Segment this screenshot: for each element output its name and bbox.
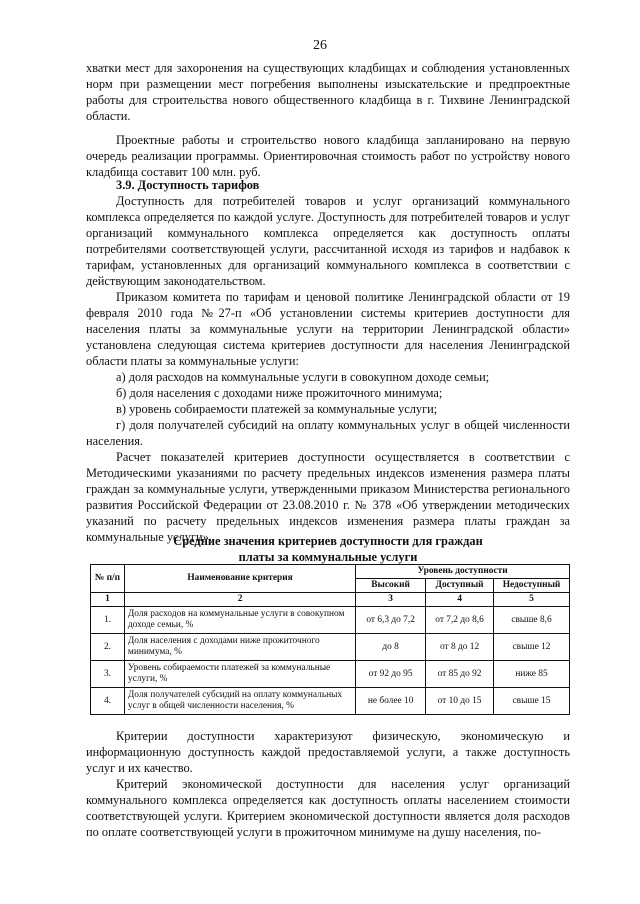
row-high: до 8	[356, 634, 426, 661]
header-level: Уровень доступности	[356, 565, 570, 579]
header-high: Высокий	[356, 579, 426, 593]
row-num: 2.	[91, 634, 125, 661]
list-item: в) уровень собираемости платежей за коммунальные услуги;	[116, 402, 438, 416]
paragraph: Проектные работы и строительство нового кладбища запланировано на первую очередь реализации программы. Ориентировочная стоимость работ по устройству нового кладбища составит 100 млн. руб.	[86, 133, 570, 179]
col-number: 2	[124, 593, 355, 607]
table-row	[91, 634, 570, 661]
row-unavailable: свыше 12	[494, 634, 570, 661]
paragraph: Критерии доступности характеризуют физическую, экономическую и информационную доступность каждой предоставляемой услуги, а также доступность услуг и их качество.	[86, 729, 570, 775]
row-high: не более 10	[356, 688, 426, 715]
top-text-block	[86, 60, 570, 180]
criteria-table	[90, 564, 570, 715]
table-title-line: платы за коммунальные услуги	[238, 550, 418, 564]
table-row	[91, 607, 570, 634]
row-num: 1.	[91, 607, 125, 634]
row-available: от 7,2 до 8,6	[426, 607, 494, 634]
row-available: от 10 до 15	[426, 688, 494, 715]
paragraph: Критерий экономической доступности для населения услуг организаций коммунального комплекса определяется как доступность оплаты населением стоимости соответствующей услуги. Критерием экономической доступности является доля расходов по оплате соответствующей услуги в прожиточном минимуме на душу населения, по-	[86, 777, 570, 839]
col-number: 1	[91, 593, 125, 607]
header-num: № п/п	[91, 565, 125, 593]
bottom-text-block	[86, 728, 570, 840]
header-name: Наименование критерия	[124, 565, 355, 593]
table-row	[91, 688, 570, 715]
paragraph: Приказом комитета по тарифам и ценовой политике Ленинградской области от 19 февраля 2010 года №27-п «Об установлении системы критериев доступности для населения платы за коммунальные услуги на территории Ленинградской области» установлена следующая система критериев доступности для населения Ленинградской области платы за коммунальные услуги:	[86, 290, 570, 368]
row-num: 4.	[91, 688, 125, 715]
row-num: 3.	[91, 661, 125, 688]
list-item: б) доля населения с доходами ниже прожиточного минимума;	[116, 386, 443, 400]
section-block	[86, 177, 570, 545]
paragraph: Расчет показателей критериев доступности осуществляется в соответствии с Методическими указаниями по расчету предельных индексов изменения размера платы граждан за коммунальные услуги, утвержденными приказом Министерства регионального развития Российской Федерации от 23.08.2010 г. № 378 «Об утверждении методических указаний по расчету предельных индексов изменения размера платы граждан за коммунальные услуги».	[86, 450, 570, 544]
paragraph: Доступность для потребителей товаров и услуг организаций коммунального комплекса определяется по каждой услуге. Доступность для потребителей товаров и услуг организаций коммунального комплекса определяется как доступность оплаты потребителями соответствующей услуги, рассчитанной исходя из тарифов и надбавок к тарифам, установленных для организаций коммунального комплекса в соответствии с действующим законодательством.	[86, 194, 570, 288]
table-title-line: Средние значения критериев доступности для граждан	[173, 534, 483, 548]
header-unavailable: Недоступный	[494, 579, 570, 593]
col-number: 3	[356, 593, 426, 607]
row-name: Уровень собираемости платежей за коммунальные услуги, %	[124, 661, 355, 688]
row-unavailable: свыше 8,6	[494, 607, 570, 634]
row-name: Доля населения с доходами ниже прожиточного минимума, %	[124, 634, 355, 661]
row-high: от 6,3 до 7,2	[356, 607, 426, 634]
row-available: от 8 до 12	[426, 634, 494, 661]
section-title: 3.9. Доступность тарифов	[116, 178, 260, 192]
table-row	[91, 661, 570, 688]
list-item: г) доля получателей субсидий на оплату коммунальных услуг в общей численности населения.	[86, 418, 570, 448]
table-header-row	[91, 565, 570, 579]
col-number: 4	[426, 593, 494, 607]
row-name: Доля расходов на коммунальные услуги в совокупном доходе семьи, %	[124, 607, 355, 634]
row-high: от 92 до 95	[356, 661, 426, 688]
paragraph: хватки мест для захоронения на существующих кладбищах и соблюдения установленных норм при размещении мест погребения выполнены изыскательские и предпроектные работы для строительства нового общественного кладбища в г. Тихвине Ленинградской области.	[86, 61, 570, 123]
row-name: Доля получателей субсидий на оплату коммунальных услуг в общей численности населения, %	[124, 688, 355, 715]
row-unavailable: свыше 15	[494, 688, 570, 715]
col-number: 5	[494, 593, 570, 607]
list-item: а) доля расходов на коммунальные услуги в совокупном доходе семьи;	[116, 370, 490, 384]
table-colnum-row	[91, 593, 570, 607]
table-title	[86, 533, 570, 565]
row-available: от 85 до 92	[426, 661, 494, 688]
row-unavailable: ниже 85	[494, 661, 570, 688]
page-number: 26	[313, 38, 327, 53]
header-available: Доступный	[426, 579, 494, 593]
